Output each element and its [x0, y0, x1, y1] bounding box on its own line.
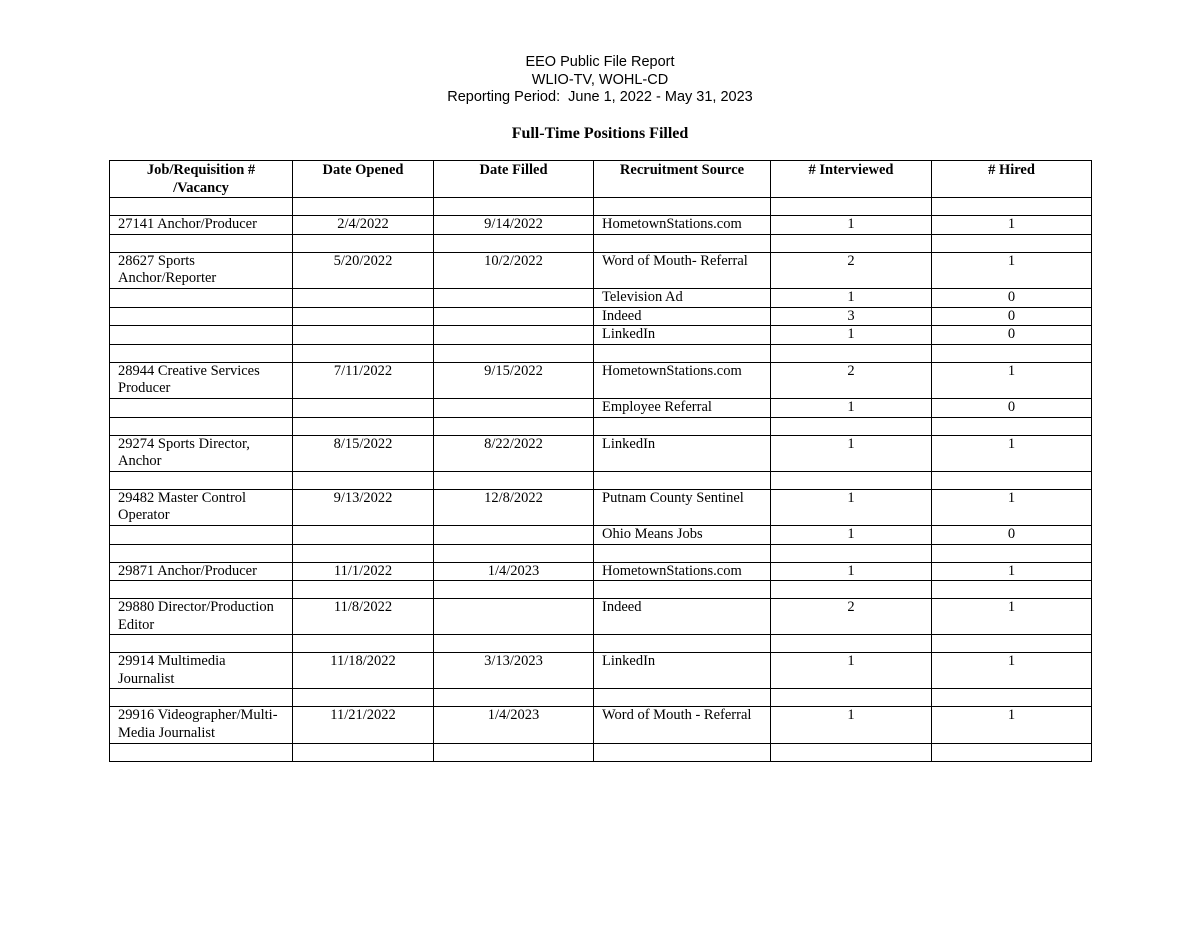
interviewed-cell — [771, 544, 932, 562]
recruitment-source-cell — [594, 417, 771, 435]
date-filled-cell — [434, 344, 594, 362]
date-filled-cell — [434, 234, 594, 252]
table-row — [110, 307, 1092, 326]
header-date-filled: Date Filled — [434, 161, 594, 198]
date-filled-cell — [434, 417, 594, 435]
table-row — [110, 707, 1092, 743]
job-cell — [110, 307, 293, 326]
recruitment-source-cell: Employee Referral — [594, 398, 771, 417]
spacer-row — [110, 544, 1092, 562]
recruitment-source-cell: HometownStations.com — [594, 362, 771, 398]
hired-cell: 1 — [932, 252, 1092, 288]
job-cell — [110, 344, 293, 362]
interviewed-cell: 2 — [771, 362, 932, 398]
table-row — [110, 362, 1092, 398]
date-filled-cell: 3/13/2023 — [434, 653, 594, 689]
header-job: Job/Requisition # /Vacancy — [110, 161, 293, 198]
job-cell: 28944 Creative Services Producer — [110, 362, 293, 398]
date-filled-cell — [434, 198, 594, 216]
hired-cell: 1 — [932, 599, 1092, 635]
date-opened-cell: 8/15/2022 — [293, 435, 434, 471]
table-row — [110, 398, 1092, 417]
recruitment-source-cell — [594, 581, 771, 599]
interviewed-cell: 1 — [771, 707, 932, 743]
date-opened-cell: 11/18/2022 — [293, 653, 434, 689]
hired-cell: 1 — [932, 707, 1092, 743]
recruitment-source-cell — [594, 544, 771, 562]
job-cell — [110, 234, 293, 252]
hired-cell — [932, 234, 1092, 252]
date-filled-cell — [434, 326, 594, 345]
reporting-period: Reporting Period: June 1, 2022 - May 31, 2023 — [447, 89, 753, 105]
job-cell — [110, 417, 293, 435]
date-filled-cell — [434, 471, 594, 489]
interviewed-cell — [771, 635, 932, 653]
date-filled-cell: 10/2/2022 — [434, 252, 594, 288]
recruitment-source-cell: LinkedIn — [594, 653, 771, 689]
interviewed-cell: 3 — [771, 307, 932, 326]
hired-cell — [932, 689, 1092, 707]
job-cell: 28627 Sports Anchor/Reporter — [110, 252, 293, 288]
interviewed-cell — [771, 471, 932, 489]
date-opened-cell — [293, 234, 434, 252]
interviewed-cell — [771, 417, 932, 435]
table-row — [110, 288, 1092, 307]
hired-cell: 1 — [932, 435, 1092, 471]
job-cell: 29914 Multimedia Journalist — [110, 653, 293, 689]
interviewed-cell: 1 — [771, 525, 932, 544]
spacer-row — [110, 635, 1092, 653]
spacer-row — [110, 689, 1092, 707]
date-opened-cell — [293, 344, 434, 362]
date-opened-cell — [293, 398, 434, 417]
recruitment-source-cell — [594, 234, 771, 252]
date-filled-cell: 9/15/2022 — [434, 362, 594, 398]
job-cell — [110, 471, 293, 489]
hired-cell — [932, 635, 1092, 653]
recruitment-source-cell: HometownStations.com — [594, 562, 771, 581]
interviewed-cell: 1 — [771, 562, 932, 581]
recruitment-source-cell — [594, 743, 771, 761]
job-cell — [110, 544, 293, 562]
table-row — [110, 216, 1092, 235]
hired-cell — [932, 417, 1092, 435]
recruitment-source-cell — [594, 635, 771, 653]
job-cell: 27141 Anchor/Producer — [110, 216, 293, 235]
date-opened-cell — [293, 544, 434, 562]
hired-cell: 1 — [932, 562, 1092, 581]
date-opened-cell — [293, 581, 434, 599]
date-opened-cell: 7/11/2022 — [293, 362, 434, 398]
spacer-row — [110, 344, 1092, 362]
recruitment-source-cell: Television Ad — [594, 288, 771, 307]
date-opened-cell — [293, 743, 434, 761]
interviewed-cell: 1 — [771, 326, 932, 345]
recruitment-source-cell — [594, 689, 771, 707]
report-header — [0, 54, 1200, 107]
job-cell: 29916 Videographer/Multi-Media Journalist — [110, 707, 293, 743]
job-cell — [110, 198, 293, 216]
interviewed-cell: 1 — [771, 435, 932, 471]
recruitment-source-cell: Indeed — [594, 599, 771, 635]
header-date-opened: Date Opened — [293, 161, 434, 198]
spacer-row — [110, 743, 1092, 761]
hired-cell — [932, 344, 1092, 362]
job-cell — [110, 398, 293, 417]
hired-cell: 1 — [932, 216, 1092, 235]
hired-cell: 1 — [932, 489, 1092, 525]
recruitment-source-cell — [594, 344, 771, 362]
job-cell — [110, 288, 293, 307]
date-opened-cell — [293, 635, 434, 653]
hired-cell — [932, 743, 1092, 761]
date-filled-cell — [434, 689, 594, 707]
date-opened-cell: 9/13/2022 — [293, 489, 434, 525]
recruitment-source-cell: Word of Mouth - Referral — [594, 707, 771, 743]
date-opened-cell — [293, 417, 434, 435]
recruitment-source-cell — [594, 198, 771, 216]
spacer-row — [110, 234, 1092, 252]
interviewed-cell — [771, 344, 932, 362]
recruitment-source-cell: LinkedIn — [594, 326, 771, 345]
positions-table — [109, 160, 1092, 762]
date-filled-cell — [434, 525, 594, 544]
date-filled-cell — [434, 635, 594, 653]
hired-cell — [932, 471, 1092, 489]
interviewed-cell: 1 — [771, 653, 932, 689]
job-cell — [110, 635, 293, 653]
interviewed-cell: 2 — [771, 252, 932, 288]
spacer-row — [110, 417, 1092, 435]
spacer-row — [110, 198, 1092, 216]
date-filled-cell — [434, 599, 594, 635]
recruitment-source-cell: Word of Mouth- Referral — [594, 252, 771, 288]
header-interviewed: # Interviewed — [771, 161, 932, 198]
date-filled-cell: 8/22/2022 — [434, 435, 594, 471]
date-opened-cell — [293, 307, 434, 326]
station-names: WLIO-TV, WOHL-CD — [531, 71, 669, 88]
date-filled-cell — [434, 398, 594, 417]
date-opened-cell: 11/21/2022 — [293, 707, 434, 743]
date-filled-cell — [434, 288, 594, 307]
job-cell: 29274 Sports Director, Anchor — [110, 435, 293, 471]
date-opened-cell — [293, 326, 434, 345]
interviewed-cell — [771, 689, 932, 707]
date-opened-cell — [293, 198, 434, 216]
interviewed-cell: 1 — [771, 398, 932, 417]
table-header-row — [110, 161, 1092, 198]
hired-cell: 0 — [932, 288, 1092, 307]
job-cell — [110, 581, 293, 599]
hired-cell — [932, 581, 1092, 599]
table-row — [110, 525, 1092, 544]
job-cell: 29482 Master Control Operator — [110, 489, 293, 525]
table-row — [110, 489, 1092, 525]
job-cell — [110, 326, 293, 345]
job-cell — [110, 525, 293, 544]
job-cell: 29871 Anchor/Producer — [110, 562, 293, 581]
date-opened-cell: 2/4/2022 — [293, 216, 434, 235]
table-row — [110, 435, 1092, 471]
header-hired: # Hired — [932, 161, 1092, 198]
interviewed-cell: 2 — [771, 599, 932, 635]
interviewed-cell — [771, 198, 932, 216]
table-row — [110, 326, 1092, 345]
recruitment-source-cell: Ohio Means Jobs — [594, 525, 771, 544]
hired-cell: 1 — [932, 653, 1092, 689]
recruitment-source-cell: LinkedIn — [594, 435, 771, 471]
job-cell — [110, 689, 293, 707]
date-filled-cell: 1/4/2023 — [434, 562, 594, 581]
header-recruitment-source: Recruitment Source — [594, 161, 771, 198]
hired-cell — [932, 198, 1092, 216]
spacer-row — [110, 471, 1092, 489]
hired-cell: 0 — [932, 326, 1092, 345]
date-opened-cell: 11/8/2022 — [293, 599, 434, 635]
hired-cell: 0 — [932, 525, 1092, 544]
date-filled-cell: 1/4/2023 — [434, 707, 594, 743]
report-title: EEO Public File Report — [525, 54, 675, 70]
spacer-row — [110, 581, 1092, 599]
date-opened-cell — [293, 525, 434, 544]
date-opened-cell: 5/20/2022 — [293, 252, 434, 288]
recruitment-source-cell: Putnam County Sentinel — [594, 489, 771, 525]
recruitment-source-cell: Indeed — [594, 307, 771, 326]
hired-cell — [932, 544, 1092, 562]
interviewed-cell — [771, 581, 932, 599]
date-opened-cell — [293, 471, 434, 489]
date-filled-cell — [434, 743, 594, 761]
table-row — [110, 653, 1092, 689]
date-filled-cell: 9/14/2022 — [434, 216, 594, 235]
hired-cell: 0 — [932, 398, 1092, 417]
date-filled-cell: 12/8/2022 — [434, 489, 594, 525]
recruitment-source-cell — [594, 471, 771, 489]
interviewed-cell: 1 — [771, 489, 932, 525]
table-body — [110, 198, 1092, 761]
date-filled-cell — [434, 544, 594, 562]
interviewed-cell: 1 — [771, 288, 932, 307]
hired-cell: 0 — [932, 307, 1092, 326]
table-row — [110, 599, 1092, 635]
table-row — [110, 252, 1092, 288]
job-cell: 29880 Director/Production Editor — [110, 599, 293, 635]
date-opened-cell: 11/1/2022 — [293, 562, 434, 581]
section-title: Full-Time Positions Filled — [511, 125, 689, 142]
date-opened-cell — [293, 689, 434, 707]
table-row — [110, 562, 1092, 581]
date-filled-cell — [434, 581, 594, 599]
recruitment-source-cell: HometownStations.com — [594, 216, 771, 235]
interviewed-cell — [771, 743, 932, 761]
date-opened-cell — [293, 288, 434, 307]
interviewed-cell — [771, 234, 932, 252]
interviewed-cell: 1 — [771, 216, 932, 235]
hired-cell: 1 — [932, 362, 1092, 398]
job-cell — [110, 743, 293, 761]
date-filled-cell — [434, 307, 594, 326]
